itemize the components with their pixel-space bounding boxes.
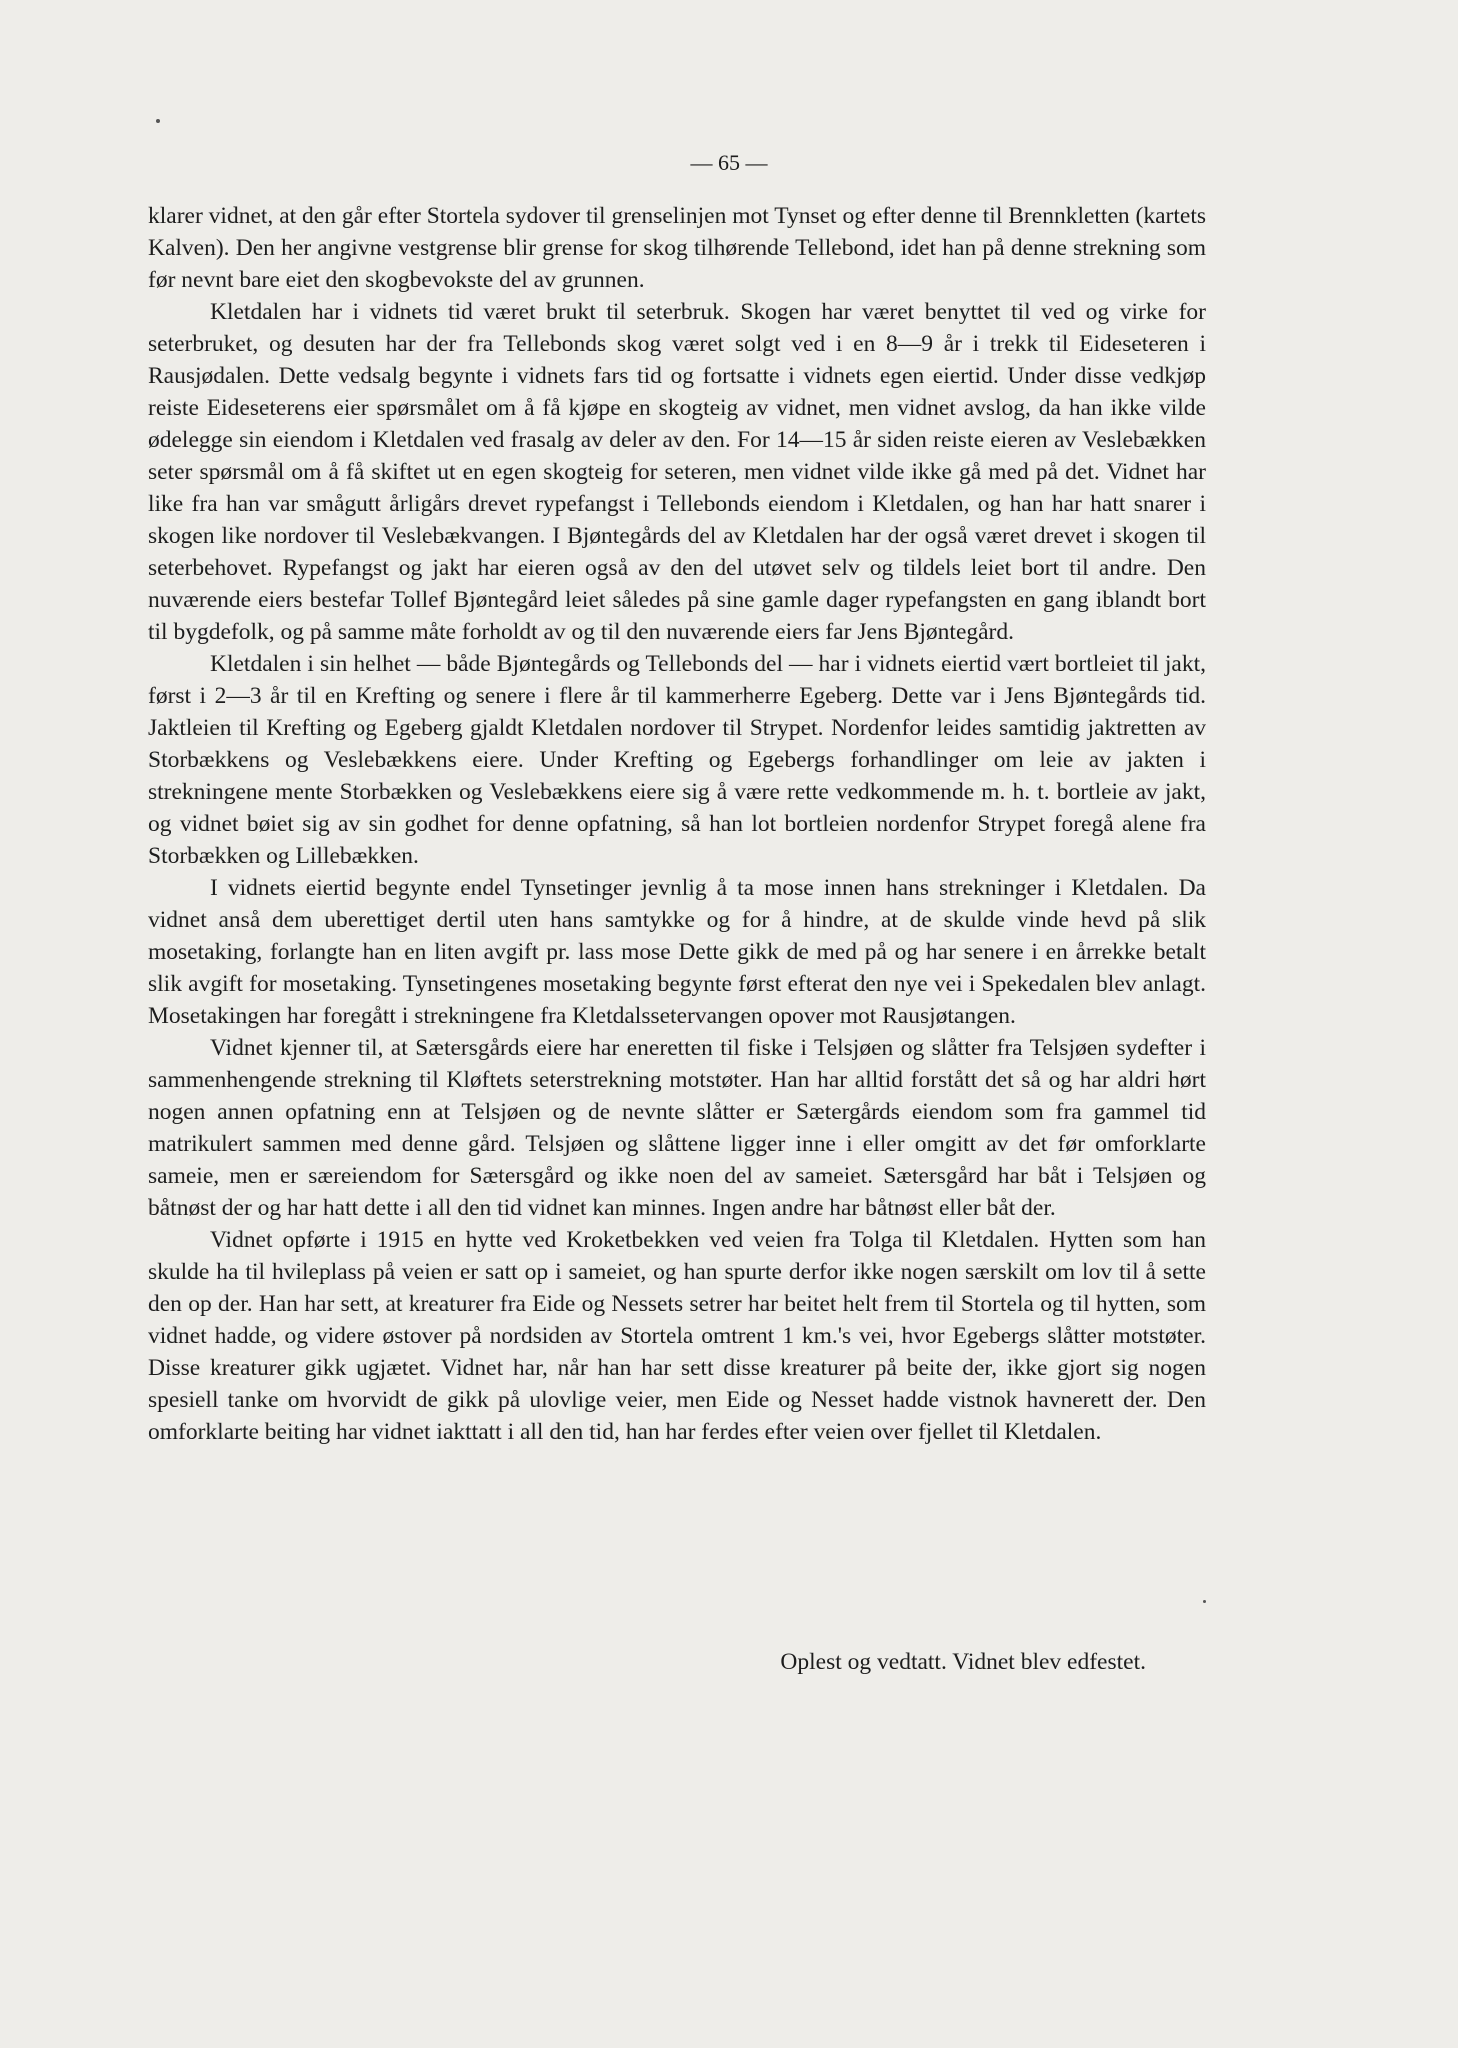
body-text: [148, 200, 1206, 1448]
paragraph: Kletdalen i sin helhet — både Bjøntegårds og Tellebonds del — har i vidnets eiertid vært bortleiet til jakt, først i 2—3 år til en Krefting og senere i flere år til kammerherre Egeberg. Dette var i Jens Bjøntegårds tid. Jaktleien til Krefting og Egeberg gjaldt Kletdalen nordover til Strypet. Nordenfor leides samtidig jaktretten av Storbækkens og Veslebækkens eiere. Under Krefting og Egebergs forhandlinger om leie av jakten i strekningene mente Storbækken og Veslebækkens eiere sig å være rette vedkommende m. h. t. bortleie av jakt, og vidnet bøiet sig av sin godhet for denne opfatning, så han lot bortleien nordenfor Strypet foregå alene fra Storbækken og Lillebækken.: [148, 651, 1206, 869]
ink-speck: [156, 119, 160, 123]
paragraph: Vidnet kjenner til, at Sætersgårds eiere har eneretten til fiske i Telsjøen og slåtter fra Telsjøen sydefter i sammenhengende strekning til Kløftets seterstrekning motstøter. Han har alltid forstått det så og har aldri hørt nogen annen opfatning enn at Telsjøen og de nevnte slåtter er Sætergårds eiendom som fra gammel tid matrikulert sammen med denne gård. Telsjøen og slåttene ligger inne i eller omgitt av det før omforklarte sameie, men er særeiendom for Sætersgård og ikke noen del av sameiet. Sætersgård har båt i Telsjøen og båtnøst der og har hatt dette i all den tid vidnet kan minnes. Ingen andre har båtnøst eller båt der.: [148, 1035, 1206, 1221]
closing-line: Oplest og vedtatt. Vidnet blev edfestet.: [780, 1649, 1146, 1675]
ink-speck: [1203, 1600, 1206, 1603]
paragraph: klarer vidnet, at den går efter Stortela sydover til grenselinjen mot Tynset og efter denne til Brennkletten (kartets Kalven). Den her angivne vestgrense blir grense for skog tilhørende Tellebond, idet han på denne strekning som før nevnt bare eiet den skogbevokste del av grunnen.: [148, 203, 1206, 293]
paragraph: I vidnets eiertid begynte endel Tynsetinger jevnlig å ta mose innen hans strekninger i Kletdalen. Da vidnet anså dem uberettiget dertil uten hans samtykke og for å hindre, at de skulde vinde hevd på slik mosetaking, forlangte han en liten avgift pr. lass mose Dette gikk de med på og har senere i en årrekke betalt slik avgift for mosetaking. Tynsetingenes mosetaking begynte først efterat den nye vei i Spekedalen blev anlagt. Mosetakingen har foregått i strekningene fra Kletdalssetervangen opover mot Rausjøtangen.: [148, 875, 1206, 1029]
page-number: — 65 —: [690, 150, 768, 175]
paragraph: Vidnet opførte i 1915 en hytte ved Kroketbekken ved veien fra Tolga til Kletdalen. Hytten som han skulde ha til hvileplass på veien er satt op i sameiet, og han spurte derfor ikke nogen særskilt om lov til å sette den op der. Han har sett, at kreaturer fra Eide og Nessets setrer har beitet helt frem til Stortela og til hytten, som vidnet hadde, og videre østover på nordsiden av Stortela omtrent 1 km.'s vei, hvor Egebergs slåtter motstøter. Disse kreaturer gikk ugjætet. Vidnet har, når han har sett disse kreaturer på beite der, ikke gjort sig nogen spesiell tanke om hvorvidt de gikk på ulovlige veier, men Eide og Nesset hadde vistnok havnerett der. Den omforklarte beiting har vidnet iakttatt i all den tid, han har ferdes efter veien over fjellet til Kletdalen.: [148, 1227, 1206, 1445]
paragraph: Kletdalen har i vidnets tid været brukt til seterbruk. Skogen har været benyttet til ved og virke for seterbruket, og desuten har der fra Tellebonds skog været solgt ved i en 8—9 år i trekk til Eideseteren i Rausjødalen. Dette vedsalg begynte i vidnets fars tid og fortsatte i vidnets egen eiertid. Under disse vedkjøp reiste Eideseterens eier spørsmålet om å få kjøpe en skogteig av vidnet, men vidnet avslog, da han ikke vilde ødelegge sin eiendom i Kletdalen ved frasalg av deler av den. For 14—15 år siden reiste eieren av Veslebækken seter spørsmål om å få skiftet ut en egen skogteig for seteren, men vidnet vilde ikke gå med på det. Vidnet har like fra han var smågutt årligårs drevet rypefangst i Tellebonds eiendom i Kletdalen, og han har hatt snarer i skogen like nordover til Veslebækvangen. I Bjøntegårds del av Kletdalen har der også været drevet i skogen til seterbehovet. Rypefangst og jakt har eieren også av den del utøvet selv og tildels leiet bort til andre. Den nuværende eiers bestefar Tollef Bjøntegård leiet således på sine gamle dager rypefangsten en gang iblandt bort til bygdefolk, og på samme måte forholdt av og til den nuværende eiers far Jens Bjøntegård.: [148, 299, 1206, 645]
